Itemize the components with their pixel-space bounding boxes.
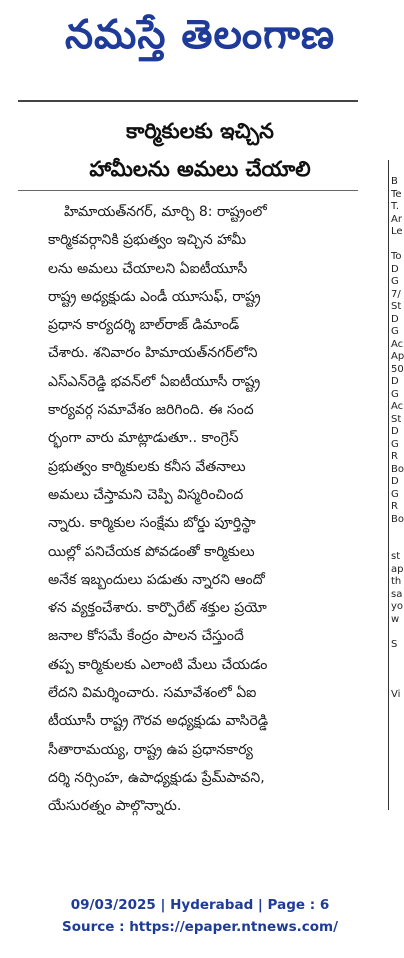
- headline-divider: [18, 190, 358, 191]
- body-line: ఎస్‌ఎన్‌రెడ్డి భవన్‌లో ఏఐటీయూసీ రాష్ట్ర: [48, 373, 261, 390]
- sidebar-fragment: [391, 239, 400, 252]
- body-line: జనాల కోసమే కేంద్రం పాలన చేస్తుందే: [48, 628, 244, 645]
- body-line: సీతారామయ్య, రాష్ట్ర ఉప ప్రధానకార్య: [48, 741, 253, 758]
- body-line: చేశారు. శనివారం హిమాయత్‌నగర్‌లోని: [48, 345, 258, 362]
- sidebar-fragment: th: [391, 576, 402, 587]
- sidebar-fragment: Te: [391, 188, 402, 200]
- sidebar-fragment: R: [391, 501, 398, 512]
- sidebar-fragment: ap: [391, 563, 404, 575]
- sidebar-fragment: yo: [391, 601, 404, 612]
- sidebar-fragment: G: [391, 276, 399, 287]
- body-line: దర్శి నర్సింహ, ఉపాధ్యక్షుడు ప్రేమ్‌పావని,: [48, 769, 265, 786]
- sidebar-fragment: Ac: [391, 338, 404, 350]
- body-line: న్నారు. కార్మికుల సంక్షేమ బోర్డు పూర్తిస్థా: [48, 515, 256, 532]
- footer-source-line: Source : https://epaper.ntnews.com/: [61, 919, 339, 935]
- sidebar-fragment: B: [391, 176, 398, 187]
- sidebar-fragment: To: [391, 251, 402, 262]
- sidebar-fragment: G: [391, 488, 399, 500]
- sidebar-fragment: D: [391, 376, 399, 387]
- body-line: కార్యవర్గ సమావేశం జరిగింది. ఈ సంద: [48, 402, 254, 419]
- sidebar-fragment: [391, 626, 400, 639]
- body-line: ప్రధాన కార్యదర్శి బాల్‌రాజ్ డిమాండ్: [48, 317, 240, 334]
- body-line: ళన వ్యక్తంచేశారు. కార్పొరేట్ శక్తుల ప్రయో: [48, 600, 267, 617]
- body-line: రాష్ట్ర అధ్యక్షుడు ఎండీ యూసుఫ్, రాష్ట్ర: [48, 288, 261, 305]
- column-divider: [388, 160, 389, 810]
- sidebar-fragment: S: [391, 638, 398, 650]
- body-line: లను అమలు చేయాలని ఏఐటీయూసీ: [48, 260, 248, 277]
- body-line: ర్భంగా వారు మాట్లాడుతూ.. కాంగ్రెస్: [48, 430, 239, 447]
- sidebar-fragment: G: [391, 438, 399, 450]
- masthead-title: నమస్తే తెలంగాణ: [64, 10, 336, 58]
- sidebar-fragment: st: [391, 551, 401, 562]
- sidebar-fragment: [391, 651, 400, 664]
- sidebar-fragment: D: [391, 263, 399, 275]
- headline-line: కార్మికులకు ఇచ్చిన: [126, 119, 274, 143]
- body-line: కార్మికవర్గానికి ప్రభుత్వం ఇచ్చిన హామీ: [48, 232, 247, 249]
- sidebar-fragment: Vi: [391, 688, 401, 700]
- sidebar-fragment: [391, 526, 400, 539]
- footer-date-line: 09/03/2025 | Hyderabad | Page : 6: [70, 897, 330, 913]
- body-line: టీయూసీ రాష్ట్ర గౌరవ అధ్యక్షుడు వాసిరెడ్డి: [48, 713, 269, 730]
- footer: [0, 894, 400, 938]
- sidebar-fragment: G: [391, 326, 399, 337]
- body-line: యిల్లో పనిచేయక పోవడంతో కార్మికులు: [48, 543, 255, 560]
- sidebar-fragment: D: [391, 313, 399, 325]
- body-line: హిమాయత్‌నగర్, మార్చి 8: రాష్ట్రంలో: [64, 204, 267, 220]
- adjacent-column-fragment: [391, 176, 404, 701]
- sidebar-fragment: Bo: [391, 463, 404, 475]
- sidebar-fragment: D: [391, 476, 399, 487]
- body-line: అమలు చేస్తామని చెప్పి విస్మరించింద: [48, 486, 244, 503]
- sidebar-fragment: St: [391, 301, 402, 312]
- body-line: అనేక ఇబ్బందులు పడుతు న్నారని ఆందో: [48, 571, 265, 588]
- headline-line: హామీలను అమలు చేయాలి: [89, 157, 311, 181]
- sidebar-fragment: [391, 539, 400, 552]
- sidebar-fragment: Ar: [391, 213, 402, 225]
- sidebar-fragment: sa: [391, 588, 403, 600]
- article-body: [48, 198, 374, 821]
- body-line: తప్ప కార్మికులకు ఎలాంటి మేలు చేయడం: [48, 656, 268, 673]
- sidebar-fragment: [391, 676, 400, 689]
- sidebar-fragment: St: [391, 413, 402, 425]
- sidebar-fragment: 50: [391, 363, 404, 375]
- sidebar-fragment: Le: [391, 226, 403, 237]
- sidebar-fragment: R: [391, 451, 398, 462]
- article-headline: [30, 112, 370, 188]
- newspaper-masthead: [0, 0, 400, 78]
- sidebar-fragment: Bo: [391, 513, 404, 525]
- sidebar-fragment: Ap: [391, 351, 404, 362]
- sidebar-fragment: [391, 664, 400, 677]
- sidebar-fragment: w: [391, 613, 400, 625]
- body-line: యేసురత్నం పాల్గొన్నారు.: [48, 798, 182, 815]
- top-divider: [18, 100, 358, 102]
- sidebar-fragment: T.: [391, 201, 400, 212]
- body-line: ప్రభుత్వం కార్మికులకు కనీస వేతనాలు: [48, 458, 246, 475]
- sidebar-fragment: 7/: [391, 288, 401, 300]
- sidebar-fragment: D: [391, 426, 399, 437]
- sidebar-fragment: G: [391, 388, 399, 400]
- body-line: లేదని విమర్శించారు. సమావేశంలో ఏఐ: [48, 685, 257, 702]
- sidebar-fragment: Ac: [391, 401, 404, 412]
